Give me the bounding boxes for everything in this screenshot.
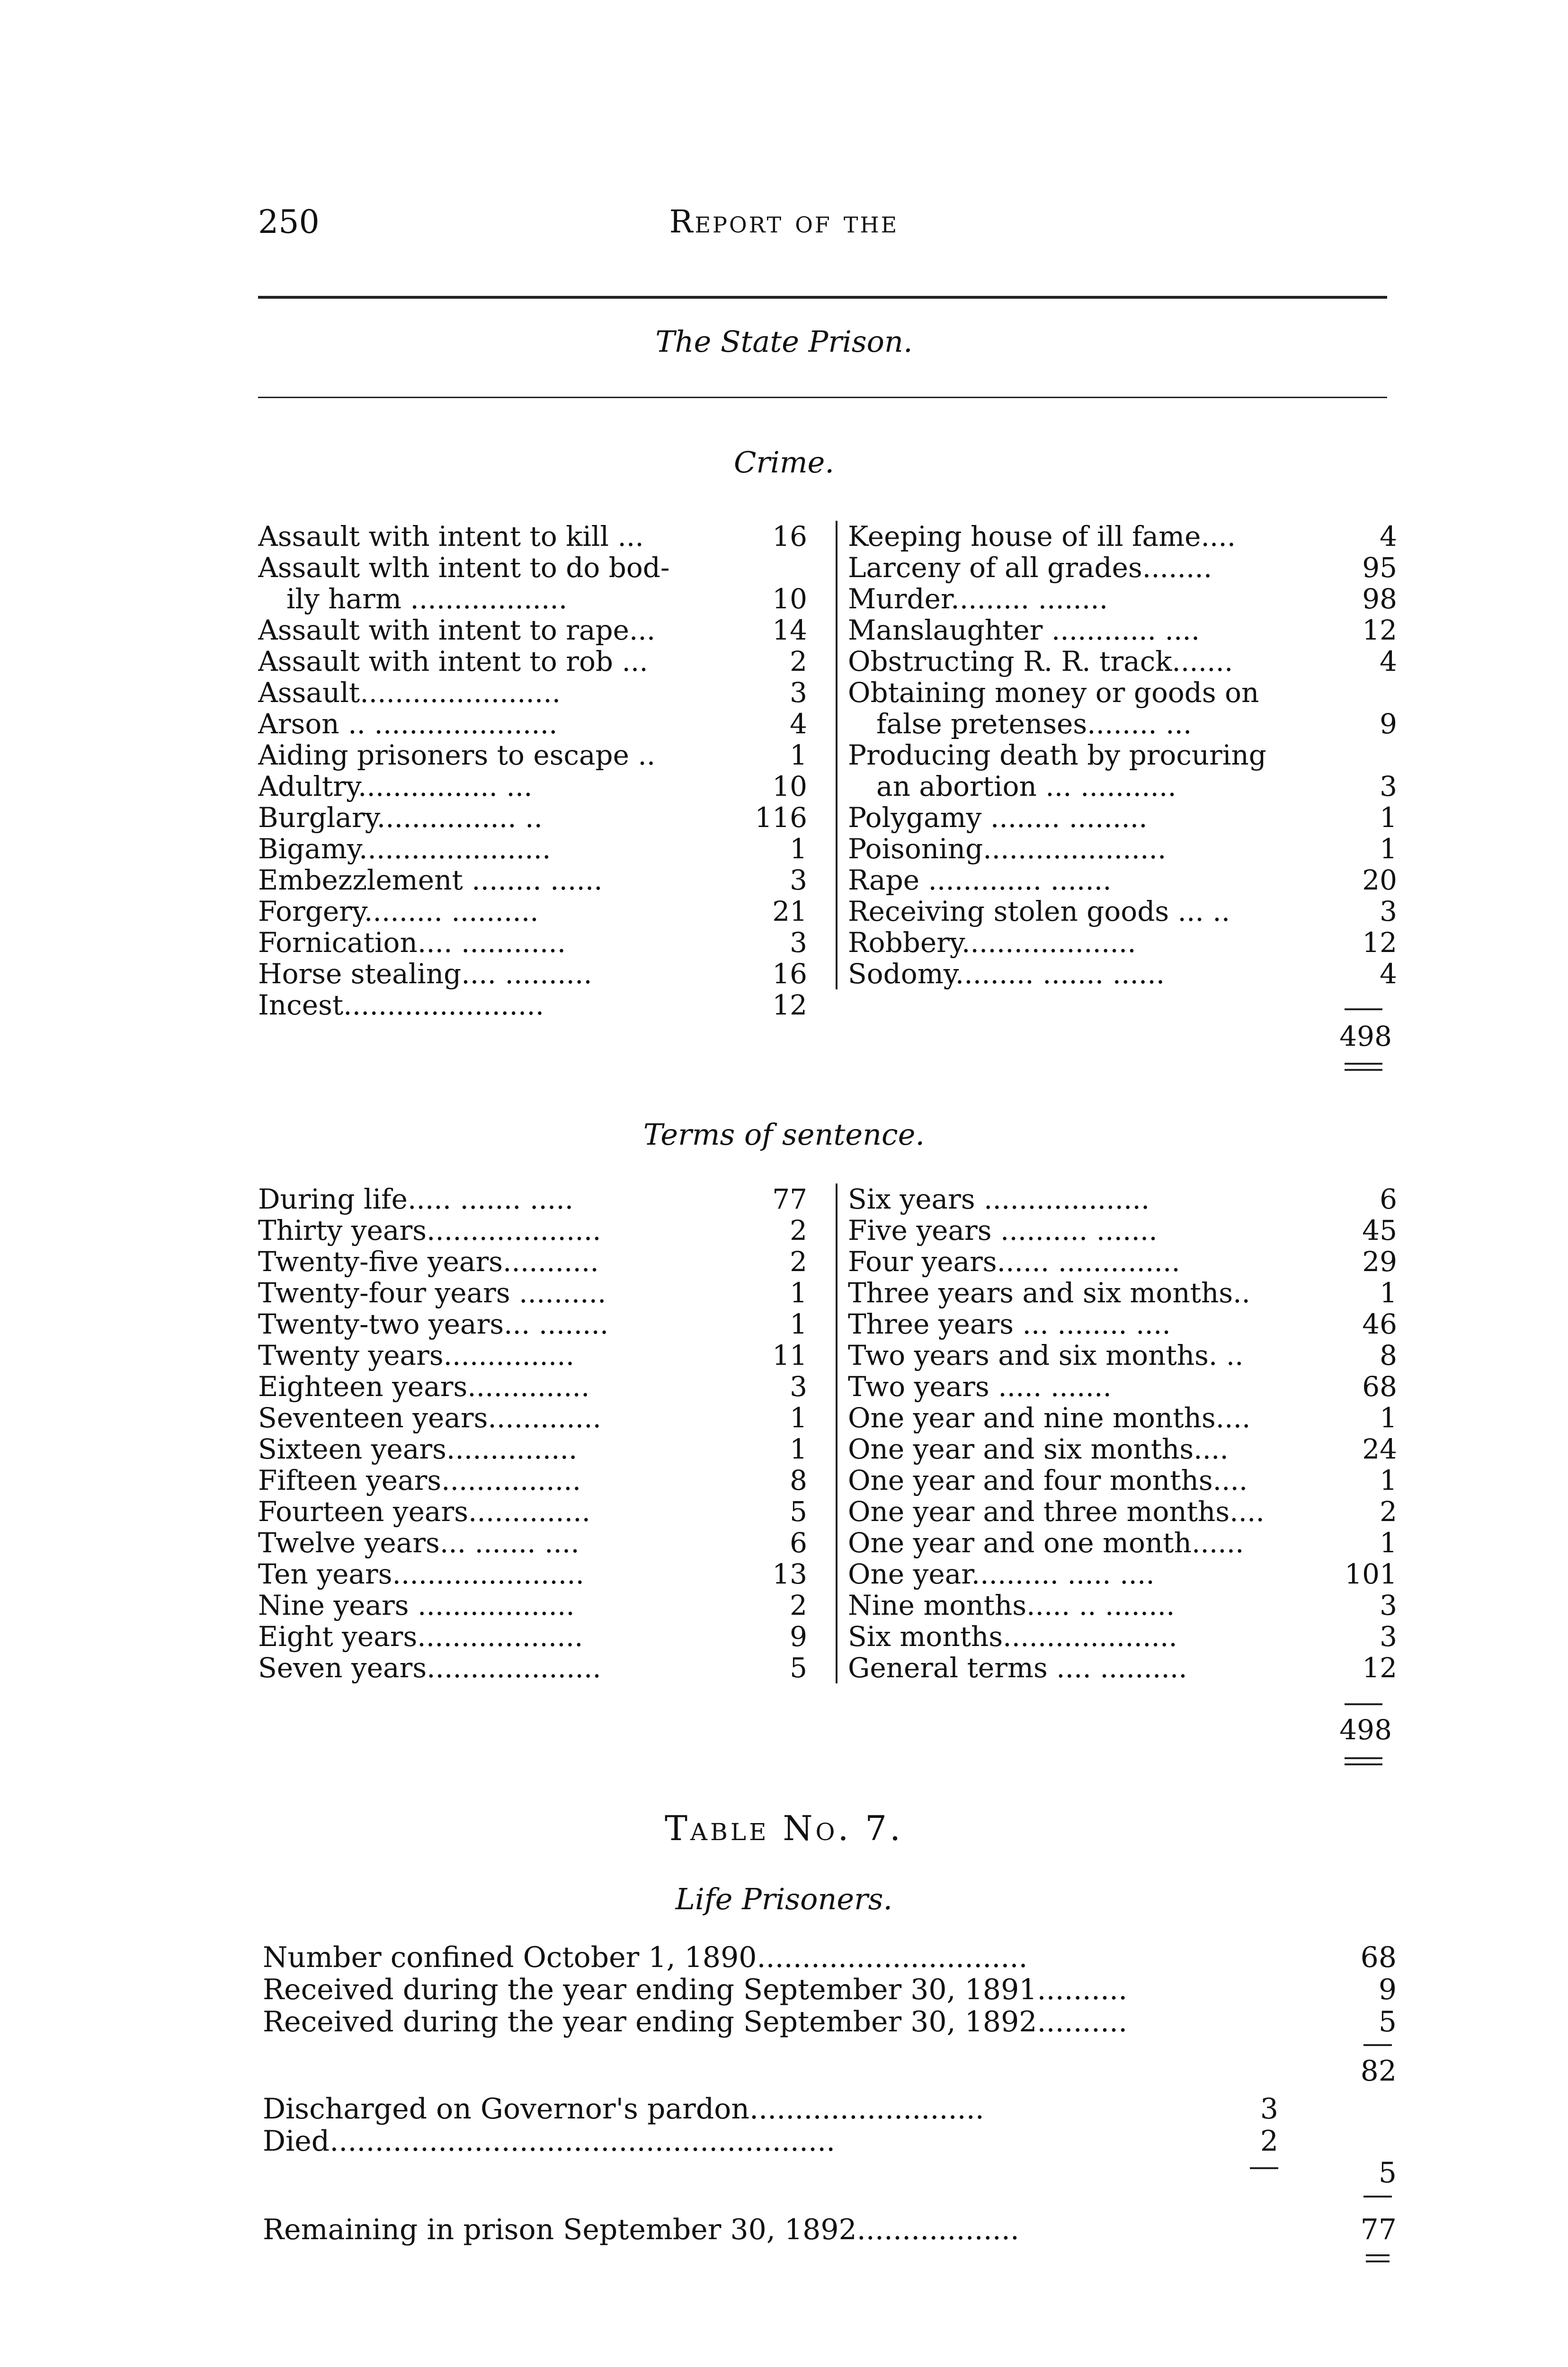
crime-total: 498 <box>1339 1020 1392 1052</box>
row-label: Horse stealing.... .......... <box>258 958 592 989</box>
table-row <box>848 583 1407 614</box>
row-label: One year and six months.... <box>848 1433 1229 1465</box>
row-label: General terms .... .......... <box>848 1652 1187 1683</box>
crime-title: Crime. <box>733 445 835 480</box>
row-label: Poisoning..................... <box>848 833 1167 864</box>
row-value: 2 <box>790 1246 807 1278</box>
table-row <box>258 1527 817 1558</box>
row-value: 3 <box>1380 1620 1397 1653</box>
remaining-value: 77 <box>1360 2213 1397 2246</box>
table-row <box>258 1402 817 1433</box>
row-value: 12 <box>772 989 807 1021</box>
table-row <box>848 1621 1407 1652</box>
row-value: 16 <box>772 520 807 552</box>
row-value: 1 <box>1380 1527 1397 1559</box>
row-label: Incest....................... <box>258 989 544 1021</box>
row-label: Fornication.... ............ <box>258 927 566 958</box>
remaining-double-rule-1 <box>1366 2254 1390 2256</box>
table-row <box>848 739 1407 771</box>
row-label: Assault....................... <box>258 677 561 708</box>
table-row <box>258 1621 817 1652</box>
table-row <box>848 1215 1407 1246</box>
table-row <box>848 1590 1407 1621</box>
remaining-double-rule-2 <box>1366 2260 1390 2262</box>
row-value: 98 <box>1362 583 1397 615</box>
table-row <box>848 864 1407 896</box>
crime-total-double-rule-1 <box>1345 1063 1382 1065</box>
life-row: Number confined October 1, 1890.............................. <box>263 1941 1028 1974</box>
row-label: One year.......... ..... .... <box>848 1558 1155 1590</box>
table-row <box>258 896 817 927</box>
row-value: 45 <box>1362 1214 1397 1246</box>
row-value: 101 <box>1345 1558 1397 1590</box>
table-row <box>258 1652 817 1683</box>
table-row <box>848 1277 1407 1308</box>
table-row <box>848 646 1407 677</box>
table-row <box>848 896 1407 927</box>
row-value: 4 <box>1380 958 1397 990</box>
terms-total: 498 <box>1339 1714 1392 1746</box>
header-rule <box>258 296 1387 299</box>
row-label: Adultry................ ... <box>258 771 533 802</box>
row-value: 3 <box>790 1370 807 1403</box>
discharged-row: Died........................................................ <box>263 2125 836 2158</box>
row-value: 9 <box>790 1620 807 1653</box>
table-row <box>258 739 817 771</box>
row-label: Murder......... ........ <box>848 583 1108 614</box>
table-row <box>258 708 817 739</box>
row-label: ily harm .................. <box>286 583 568 614</box>
row-value: 2 <box>790 1214 807 1246</box>
row-value: 9 <box>1380 708 1397 740</box>
row-label: One year and one month...... <box>848 1527 1244 1558</box>
row-label: Manslaughter ............ .... <box>848 614 1200 646</box>
table-row <box>258 1371 817 1402</box>
row-label: Keeping house of ill fame.... <box>848 521 1236 552</box>
row-value: 68 <box>1362 1370 1397 1403</box>
discharged-rule <box>1250 2167 1278 2169</box>
row-value: 3 <box>790 926 807 959</box>
life-row-value: 5 <box>1378 2005 1397 2038</box>
row-label: Rape ............. ....... <box>848 864 1112 896</box>
row-label: Eight years................... <box>258 1621 583 1652</box>
row-label: Seven years.................... <box>258 1652 601 1683</box>
life-row-value: 68 <box>1360 1941 1397 1974</box>
discharged-row: Discharged on Governor's pardon.......................... <box>263 2092 984 2126</box>
row-label: Twelve years... ....... .... <box>258 1527 579 1558</box>
row-label: One year and nine months.... <box>848 1402 1251 1433</box>
row-value: 3 <box>790 864 807 896</box>
table-row <box>848 1371 1407 1402</box>
section-title: The State Prison. <box>655 324 913 359</box>
table-row <box>258 1277 817 1308</box>
table-row <box>258 1496 817 1527</box>
row-label: Nine months..... .. ........ <box>848 1590 1175 1621</box>
row-value: 77 <box>772 1183 807 1215</box>
row-value: 5 <box>790 1652 807 1684</box>
row-label: Obstructing R. R. track....... <box>848 646 1233 677</box>
table-row <box>848 1496 1407 1527</box>
row-label: Twenty-four years .......... <box>258 1277 606 1308</box>
row-value: 1 <box>790 833 807 865</box>
row-value: 8 <box>790 1464 807 1496</box>
row-label: Fourteen years.............. <box>258 1496 591 1527</box>
table-row <box>258 646 817 677</box>
row-value: 3 <box>790 676 807 709</box>
discharged-row-value: 2 <box>1260 2125 1278 2158</box>
row-label: Polygamy ........ ......... <box>848 802 1148 833</box>
row-value: 21 <box>772 895 807 927</box>
row-label: Aiding prisoners to escape .. <box>258 739 656 771</box>
row-value: 29 <box>1362 1246 1397 1278</box>
row-value: 1 <box>790 1277 807 1309</box>
row-label: Assault wlth intent to do bod- <box>258 552 670 583</box>
row-label: Six years ................... <box>848 1184 1150 1215</box>
row-value: 1 <box>790 1402 807 1434</box>
table-row <box>848 552 1407 583</box>
row-label: Burglary................ .. <box>258 802 543 833</box>
row-label: Fifteen years................ <box>258 1465 581 1496</box>
row-label: Sodomy......... ....... ...... <box>848 958 1165 989</box>
row-label: Four years...... .............. <box>848 1246 1180 1277</box>
row-value: 3 <box>1380 1589 1397 1621</box>
table-row <box>848 521 1407 552</box>
terms-total-rule <box>1345 1703 1382 1705</box>
table-row <box>258 552 817 583</box>
table-row <box>258 989 817 1021</box>
row-label: Twenty-two years... ........ <box>258 1308 609 1340</box>
row-value: 1 <box>790 739 807 771</box>
crime-total-double-rule-2 <box>1345 1069 1382 1071</box>
table-row <box>848 958 1407 989</box>
row-value: 11 <box>772 1339 807 1371</box>
row-value: 1 <box>1380 833 1397 865</box>
row-label: false pretenses........ ... <box>876 708 1192 739</box>
row-label: Arson .. ..................... <box>258 708 558 739</box>
row-value: 13 <box>772 1558 807 1590</box>
row-label: Sixteen years............... <box>258 1433 578 1465</box>
row-label: Thirty years.................... <box>258 1215 601 1246</box>
table-row <box>848 1402 1407 1433</box>
table-row <box>258 1184 817 1215</box>
row-value: 6 <box>1380 1183 1397 1215</box>
table-row <box>258 1465 817 1496</box>
row-label: Two years ..... ....... <box>848 1371 1112 1402</box>
table-row <box>258 1590 817 1621</box>
terms-title: Terms of sentence. <box>643 1117 925 1152</box>
table-row <box>848 833 1407 864</box>
table-row <box>848 927 1407 958</box>
table-row <box>848 677 1407 708</box>
row-value: 8 <box>1380 1339 1397 1371</box>
row-value: 1 <box>790 1308 807 1340</box>
table-row <box>258 677 817 708</box>
row-label: Assault with intent to rob ... <box>258 646 648 677</box>
row-value: 6 <box>790 1527 807 1559</box>
table-row <box>848 1246 1407 1277</box>
table-row <box>258 583 817 614</box>
terms-table <box>258 1183 1397 1704</box>
row-value: 4 <box>790 708 807 740</box>
row-label: Assault with intent to rape... <box>258 614 656 646</box>
row-value: 1 <box>790 1433 807 1465</box>
row-label: Twenty-five years........... <box>258 1246 599 1277</box>
table-row <box>258 833 817 864</box>
row-value: 46 <box>1362 1308 1397 1340</box>
table-row <box>258 958 817 989</box>
row-value: 5 <box>790 1495 807 1528</box>
row-value: 20 <box>1362 864 1397 896</box>
row-value: 4 <box>1380 520 1397 552</box>
life-row: Received during the year ending September 30, 1891.......... <box>263 1973 1128 2006</box>
table-row <box>848 1184 1407 1215</box>
row-value: 95 <box>1362 552 1397 584</box>
row-value: 1 <box>1380 1464 1397 1496</box>
table-row <box>848 708 1407 739</box>
row-label: Eighteen years.............. <box>258 1371 590 1402</box>
row-value: 12 <box>1362 1652 1397 1684</box>
row-value: 2 <box>790 1589 807 1621</box>
table-row <box>848 1558 1407 1590</box>
row-label: Assault with intent to kill ... <box>258 521 644 552</box>
crime-total-rule <box>1345 1008 1382 1010</box>
table-row <box>848 1308 1407 1340</box>
row-label: Nine years .................. <box>258 1590 575 1621</box>
crime-right-column <box>836 521 1407 989</box>
row-value: 2 <box>1380 1495 1397 1528</box>
table-row <box>848 1465 1407 1496</box>
remaining-row: Remaining in prison September 30, 1892.................. <box>263 2213 1019 2246</box>
discharged-total: 5 <box>1378 2156 1397 2189</box>
remaining-rule <box>1363 2196 1392 2198</box>
life-row-value: 9 <box>1378 1973 1397 2006</box>
table-subtitle: Life Prisoners. <box>675 1882 893 1916</box>
row-label: Forgery......... .......... <box>258 896 539 927</box>
row-label: Larceny of all grades........ <box>848 552 1212 583</box>
row-value: 10 <box>772 770 807 802</box>
table-row <box>848 1340 1407 1371</box>
subtotal-rule <box>1363 2044 1392 2046</box>
running-head: Report of the <box>669 204 899 240</box>
row-label: One year and four months.... <box>848 1465 1248 1496</box>
table-row <box>258 864 817 896</box>
row-label: Embezzlement ........ ...... <box>258 864 603 896</box>
table-heading: Table No. 7. <box>665 1808 903 1848</box>
row-label: Two years and six months. .. <box>848 1340 1244 1371</box>
row-value: 14 <box>772 614 807 646</box>
table-row <box>258 521 817 552</box>
row-value: 1 <box>1380 801 1397 834</box>
row-label: Robbery.................... <box>848 927 1136 958</box>
discharged-row-value: 3 <box>1260 2092 1278 2126</box>
table-row <box>258 1433 817 1465</box>
table-row <box>258 1308 817 1340</box>
row-label: Six months.................... <box>848 1621 1177 1652</box>
row-label: Receiving stolen goods ... .. <box>848 896 1230 927</box>
crime-table <box>258 520 1397 1041</box>
table-row <box>258 771 817 802</box>
table-row <box>258 927 817 958</box>
table-row <box>848 771 1407 802</box>
life-row: Received during the year ending September 30, 1892.......... <box>263 2005 1128 2038</box>
row-label: Bigamy...................... <box>258 833 551 864</box>
row-label: Ten years...................... <box>258 1558 585 1590</box>
row-label: Obtaining money or goods on <box>848 677 1259 708</box>
table-row <box>848 1527 1407 1558</box>
table-row <box>258 802 817 833</box>
row-label: Seventeen years............. <box>258 1402 602 1433</box>
row-value: 4 <box>1380 645 1397 677</box>
table-row <box>258 614 817 646</box>
row-value: 1 <box>1380 1402 1397 1434</box>
life-subtotal: 82 <box>1360 2055 1397 2088</box>
row-value: 12 <box>1362 926 1397 959</box>
row-label: Three years and six months.. <box>848 1277 1250 1308</box>
row-value: 1 <box>1380 1277 1397 1309</box>
terms-total-double-rule-1 <box>1345 1757 1382 1759</box>
table-row <box>258 1215 817 1246</box>
table-row <box>848 1652 1407 1683</box>
terms-right-column <box>836 1184 1407 1683</box>
row-value: 2 <box>790 645 807 677</box>
table-row <box>258 1246 817 1277</box>
row-label: During life..... ....... ..... <box>258 1184 574 1215</box>
row-label: Five years .......... ....... <box>848 1215 1158 1246</box>
row-value: 16 <box>772 958 807 990</box>
row-label: an abortion ... ........... <box>876 771 1176 802</box>
row-label: One year and three months.... <box>848 1496 1265 1527</box>
page-number: 250 <box>258 204 320 241</box>
table-row <box>848 614 1407 646</box>
row-value: 12 <box>1362 614 1397 646</box>
crime-left-column <box>258 521 817 1021</box>
row-value: 3 <box>1380 770 1397 802</box>
table-row <box>848 802 1407 833</box>
table-row <box>848 1433 1407 1465</box>
row-label: Producing death by procuring <box>848 739 1266 771</box>
row-label: Three years ... ........ .... <box>848 1308 1171 1340</box>
table-row <box>258 1558 817 1590</box>
row-label: Twenty years............... <box>258 1340 575 1371</box>
row-value: 10 <box>772 583 807 615</box>
row-value: 24 <box>1362 1433 1397 1465</box>
row-value: 3 <box>1380 895 1397 927</box>
section-rule <box>258 397 1387 398</box>
terms-total-double-rule-2 <box>1345 1763 1382 1765</box>
table-row <box>258 1340 817 1371</box>
row-value: 116 <box>755 801 807 834</box>
terms-left-column <box>258 1184 817 1683</box>
